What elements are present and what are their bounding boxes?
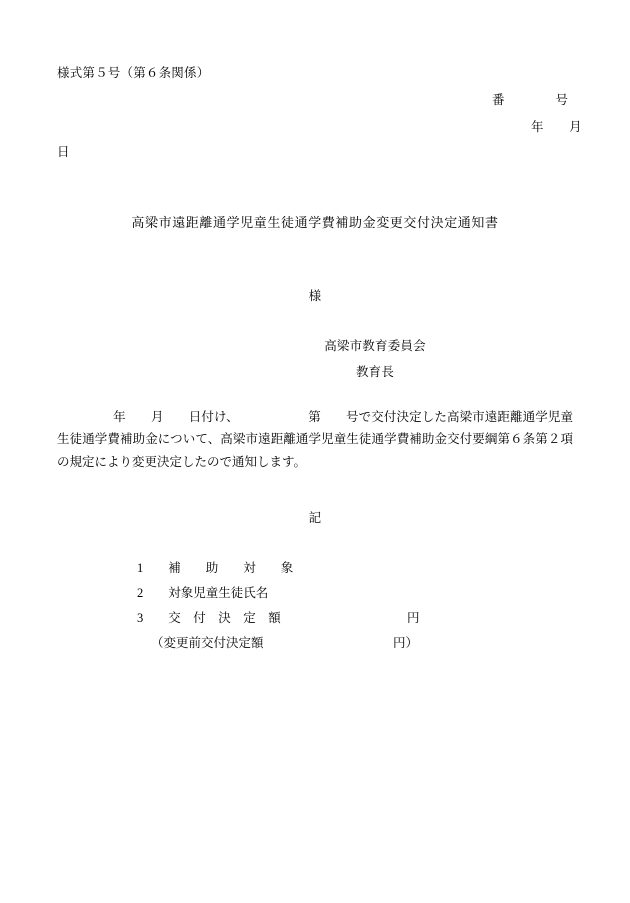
item-label: 対象児童生徒氏名	[168, 586, 269, 600]
item-number: 2	[137, 586, 144, 600]
item-unit: 円	[407, 611, 420, 625]
item-list	[137, 556, 420, 656]
document-number-field: 番 号	[492, 93, 569, 107]
item-label: 交 付 決 定 額	[168, 611, 281, 625]
document-date-field: 年 月	[531, 120, 582, 134]
document-date-day-field: 日	[57, 145, 70, 159]
item-number: 3	[137, 611, 144, 625]
ki-marker: 記	[308, 511, 322, 525]
item-label: 補 助 対 象	[168, 561, 294, 575]
list-item	[137, 606, 420, 631]
item-number: 1	[137, 561, 144, 575]
list-item	[137, 556, 293, 581]
document-title: 高梁市遠距離通学児童生徒通学費補助金変更交付決定通知書	[131, 215, 499, 230]
form-number: 様式第５号（第６条関係）	[57, 66, 210, 80]
sub-item-label: （変更前交付決定額	[151, 636, 264, 650]
issuer-organization: 高梁市教育委員会	[324, 339, 426, 353]
list-sub-item	[137, 631, 419, 656]
body-text: 年 月 日付け、 第 号で交付決定した高梁市遠距離通学児童生徒通学費補助金について、高梁市遠距離通学児童生徒通学費補助金交付要綱第６条第２項の規定により変更決定したので通知します。	[57, 410, 573, 469]
body-paragraph	[57, 406, 573, 473]
sub-item-unit: 円）	[393, 636, 419, 650]
issuer-title: 教育長	[355, 365, 395, 379]
list-item	[137, 581, 293, 606]
addressee-line: 様	[308, 289, 322, 303]
